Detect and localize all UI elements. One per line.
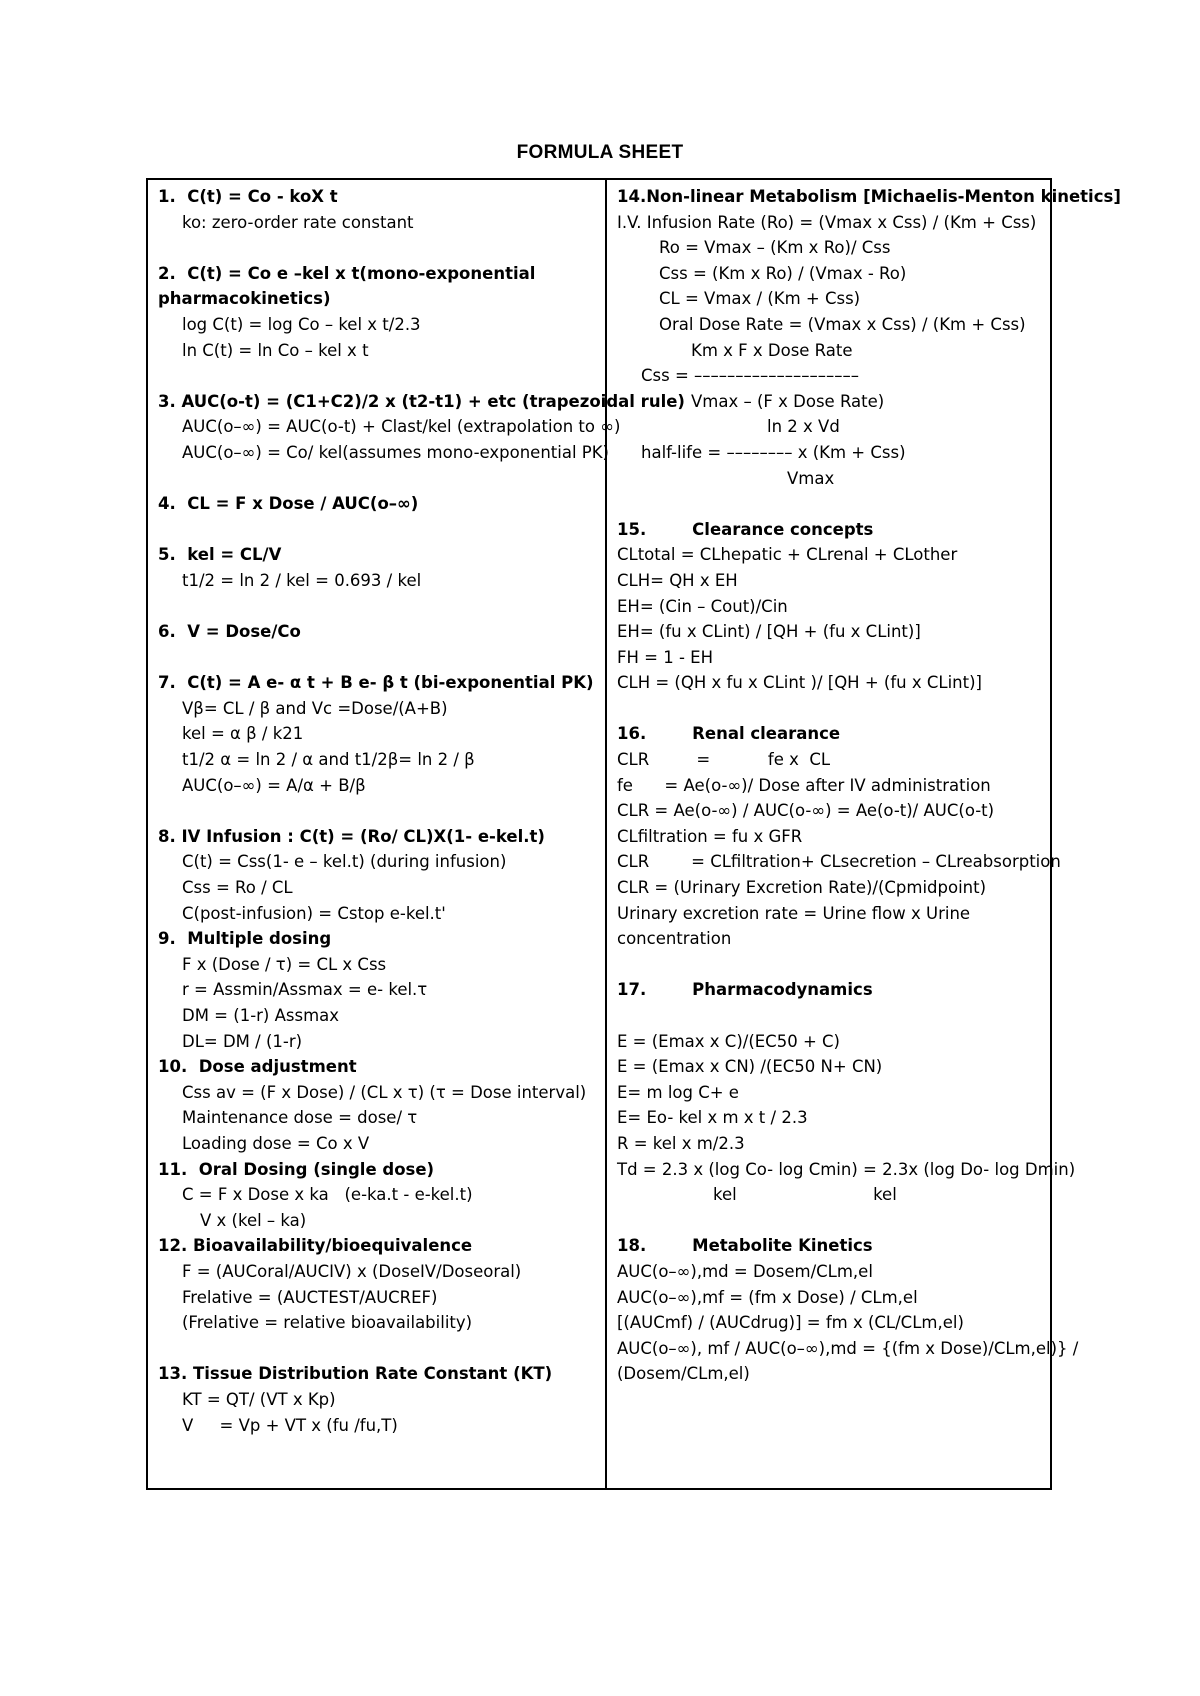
formula-line: (Frelative = relative bioavailability) [182, 1313, 473, 1333]
formula-line: 10. Dose adjustment [158, 1057, 357, 1077]
formula-line: 18. Metabolite Kinetics [617, 1236, 873, 1256]
formula-line: ln C(t) = ln Co – kel x t [182, 340, 369, 360]
formula-line: Vmax [787, 468, 835, 488]
spacer-line [158, 466, 597, 492]
formula-line: Vβ= CL / β and Vc =Dose/(A+B) [182, 698, 448, 718]
formula-line: AUC(o–∞) = Co/ kel(assumes mono-exponential PK) [182, 442, 609, 462]
formula-line: 7. C(t) = A e- α t + B e- β t (bi-exponential PK) [158, 673, 594, 693]
spacer-line [158, 235, 597, 261]
spacer-line [617, 1208, 1121, 1234]
formula-line: EH= (fu x CLint) / [QH + (fu x CLint)] [617, 622, 921, 642]
formula-line: AUC(o–∞), mf / AUC(o–∞),md = {(fm x Dose)/CLm,el)} / [617, 1338, 1079, 1358]
formula-line: DL= DM / (1-r) [182, 1031, 303, 1051]
formula-line: F x (Dose / τ) = CL x Css [182, 954, 387, 974]
formula-line: AUC(o–∞) = AUC(o-t) + Clast/kel (extrapolation to ∞) [182, 417, 621, 437]
page-title: FORMULA SHEET [516, 142, 684, 163]
formula-line: (Dosem/CLm,el) [617, 1364, 750, 1384]
formula-line: E= Eo- kel x m x t / 2.3 [617, 1108, 808, 1128]
formula-line: AUC(o–∞),md = Dosem/CLm,el [617, 1261, 873, 1281]
formula-line: CLR = Ae(o-∞) / AUC(o-∞) = Ae(o-t)/ AUC(o-t) [617, 801, 995, 821]
formula-line: 11. Oral Dosing (single dose) [158, 1159, 435, 1179]
spacer-line [617, 491, 1121, 517]
formula-line: Maintenance dose = dose/ τ [182, 1108, 418, 1128]
formula-line: E= m log C+ e [617, 1082, 739, 1102]
formula-line: R = kel x m/2.3 [617, 1133, 745, 1153]
formula-line: Oral Dose Rate = (Vmax x Css) / (Km + Css) [659, 314, 1026, 334]
formula-line: AUC(o–∞),mf = (fm x Dose) / CLm,el [617, 1287, 918, 1307]
formula-line: Css av = (F x Dose) / (CL x τ) (τ = Dose interval) [182, 1082, 587, 1102]
formula-line: Td = 2.3 x (log Co- log Cmin) = 2.3x (log Do- log Dmin) [617, 1159, 1076, 1179]
formula-line: [(AUCmf) / (AUCdrug)] = fm x (CL/CLm,el) [617, 1313, 964, 1333]
spacer-line [617, 1003, 1121, 1029]
formula-line: 16. Renal clearance [617, 724, 841, 744]
spacer-line [617, 952, 1121, 978]
right-column [607, 180, 1129, 1488]
formula-line: 4. CL = F x Dose / AUC(o–∞) [158, 494, 419, 514]
formula-line: Ro = Vmax – (Km x Ro)/ Css [659, 238, 891, 258]
formula-line: CL = Vmax / (Km + Css) [659, 289, 861, 309]
formula-line: C(t) = Css(1- e – kel.t) (during infusion) [182, 852, 507, 872]
spacer-line [158, 1336, 597, 1362]
formula-line: CLR = fe x CL [617, 750, 831, 770]
formula-line: V = Vp + VT x (fu /fu,T) [182, 1415, 398, 1435]
formula-line: 1. C(t) = Co - koX t [158, 187, 338, 206]
formula-line: DM = (1-r) Assmax [182, 1006, 340, 1025]
formula-line: Loading dose = Co x V [182, 1133, 370, 1153]
formula-line: CLH = (QH x fu x CLint )/ [QH + (fu x CLint)] [617, 673, 982, 693]
formula-line: 12. Bioavailability/bioequivalence [158, 1236, 473, 1256]
spacer-line [617, 696, 1121, 722]
formula-line: C(post-infusion) = Cstop e-kel.t' [182, 903, 446, 923]
formula-line: EH= (Cin – Cout)/Cin [617, 596, 788, 616]
formula-line: 3. AUC(o-t) = (C1+C2)/2 x (t2-t1) + etc (trapezoidal rule) [158, 391, 685, 411]
formula-line: CLfiltration = fu x GFR [617, 826, 803, 846]
formula-line: Km x F x Dose Rate [691, 340, 853, 360]
formula-line: V x (kel – ka) [200, 1210, 307, 1230]
formula-line: half-life = –––––––– x (Km + Css) [641, 442, 906, 462]
formula-line: E = (Emax x C)/(EC50 + C) [617, 1031, 840, 1051]
formula-line: 14.Non-linear Metabolism [Michaelis-Menton kinetics] [617, 187, 1121, 206]
formula-line: KT = QT/ (VT x Kp) [182, 1389, 336, 1409]
formula-line: FH = 1 - EH [617, 647, 713, 667]
formula-line: t1/2 = ln 2 / kel = 0.693 / kel [182, 570, 422, 590]
formula-line: E = (Emax x CN) /(EC50 N+ CN) [617, 1057, 883, 1077]
formula-line: kel kel [713, 1185, 897, 1205]
formula-table [146, 178, 1121, 1490]
formula-line: ko: zero-order rate constant [182, 212, 414, 232]
formula-line: 13. Tissue Distribution Rate Constant (KT) [158, 1364, 553, 1384]
formula-line: fe = Ae(o-∞)/ Dose after IV administration [617, 775, 991, 795]
spacer-line [158, 363, 597, 389]
formula-line: 6. V = Dose/Co [158, 622, 301, 642]
formula-line: concentration [617, 929, 732, 949]
formula-line: log C(t) = log Co – kel x t/2.3 [182, 314, 421, 334]
spacer-line [158, 517, 597, 543]
formula-line: CLtotal = CLhepatic + CLrenal + CLother [617, 545, 958, 565]
formula-line: pharmacokinetics) [158, 289, 331, 309]
formula-line: F = (AUCoral/AUCIV) x (DoseIV/Doseoral) [182, 1261, 522, 1281]
formula-line: ln 2 x Vd [767, 417, 840, 437]
formula-line: 17. Pharmacodynamics [617, 980, 873, 1000]
formula-line: Css = –––––––––––––––––––– [641, 366, 860, 386]
formula-line: AUC(o–∞) = A/α + B/β [182, 775, 366, 795]
formula-line: kel = α β / k21 [182, 724, 304, 744]
formula-line: C = F x Dose x ka (e-ka.t - e-kel.t) [182, 1185, 473, 1205]
formula-line: 8. IV Infusion : C(t) = (Ro/ CL)X(1- e-kel.t) [158, 826, 545, 846]
spacer-line [158, 798, 597, 824]
formula-line: r = Assmin/Assmax = e- kel.τ [182, 980, 428, 1000]
formula-line: Vmax – (F x Dose Rate) [691, 391, 885, 411]
formula-line: Css = Ro / CL [182, 878, 293, 898]
formula-line: Frelative = (AUCTEST/AUCREF) [182, 1287, 438, 1307]
formula-line: CLR = CLfiltration+ CLsecretion – CLreabsorption [617, 852, 1061, 872]
spacer-line [158, 594, 597, 620]
formula-line: CLH= QH x EH [617, 570, 738, 590]
formula-line: 15. Clearance concepts [617, 519, 874, 539]
formula-line: Urinary excretion rate = Urine flow x Urine [617, 903, 971, 923]
formula-line: 5. kel = CL/V [158, 545, 282, 565]
formula-line: I.V. Infusion Rate (Ro) = (Vmax x Css) / (Km + Css) [617, 212, 1037, 232]
formula-line: Css = (Km x Ro) / (Vmax - Ro) [659, 263, 907, 283]
formula-line: t1/2 α = ln 2 / α and t1/2β= ln 2 / β [182, 750, 475, 770]
spacer-line [158, 645, 597, 671]
formula-line: CLR = (Urinary Excretion Rate)/(Cpmidpoint) [617, 878, 987, 898]
formula-line: 9. Multiple dosing [158, 929, 332, 949]
formula-line: 2. C(t) = Co e –kel x t(mono-exponential [158, 263, 536, 283]
